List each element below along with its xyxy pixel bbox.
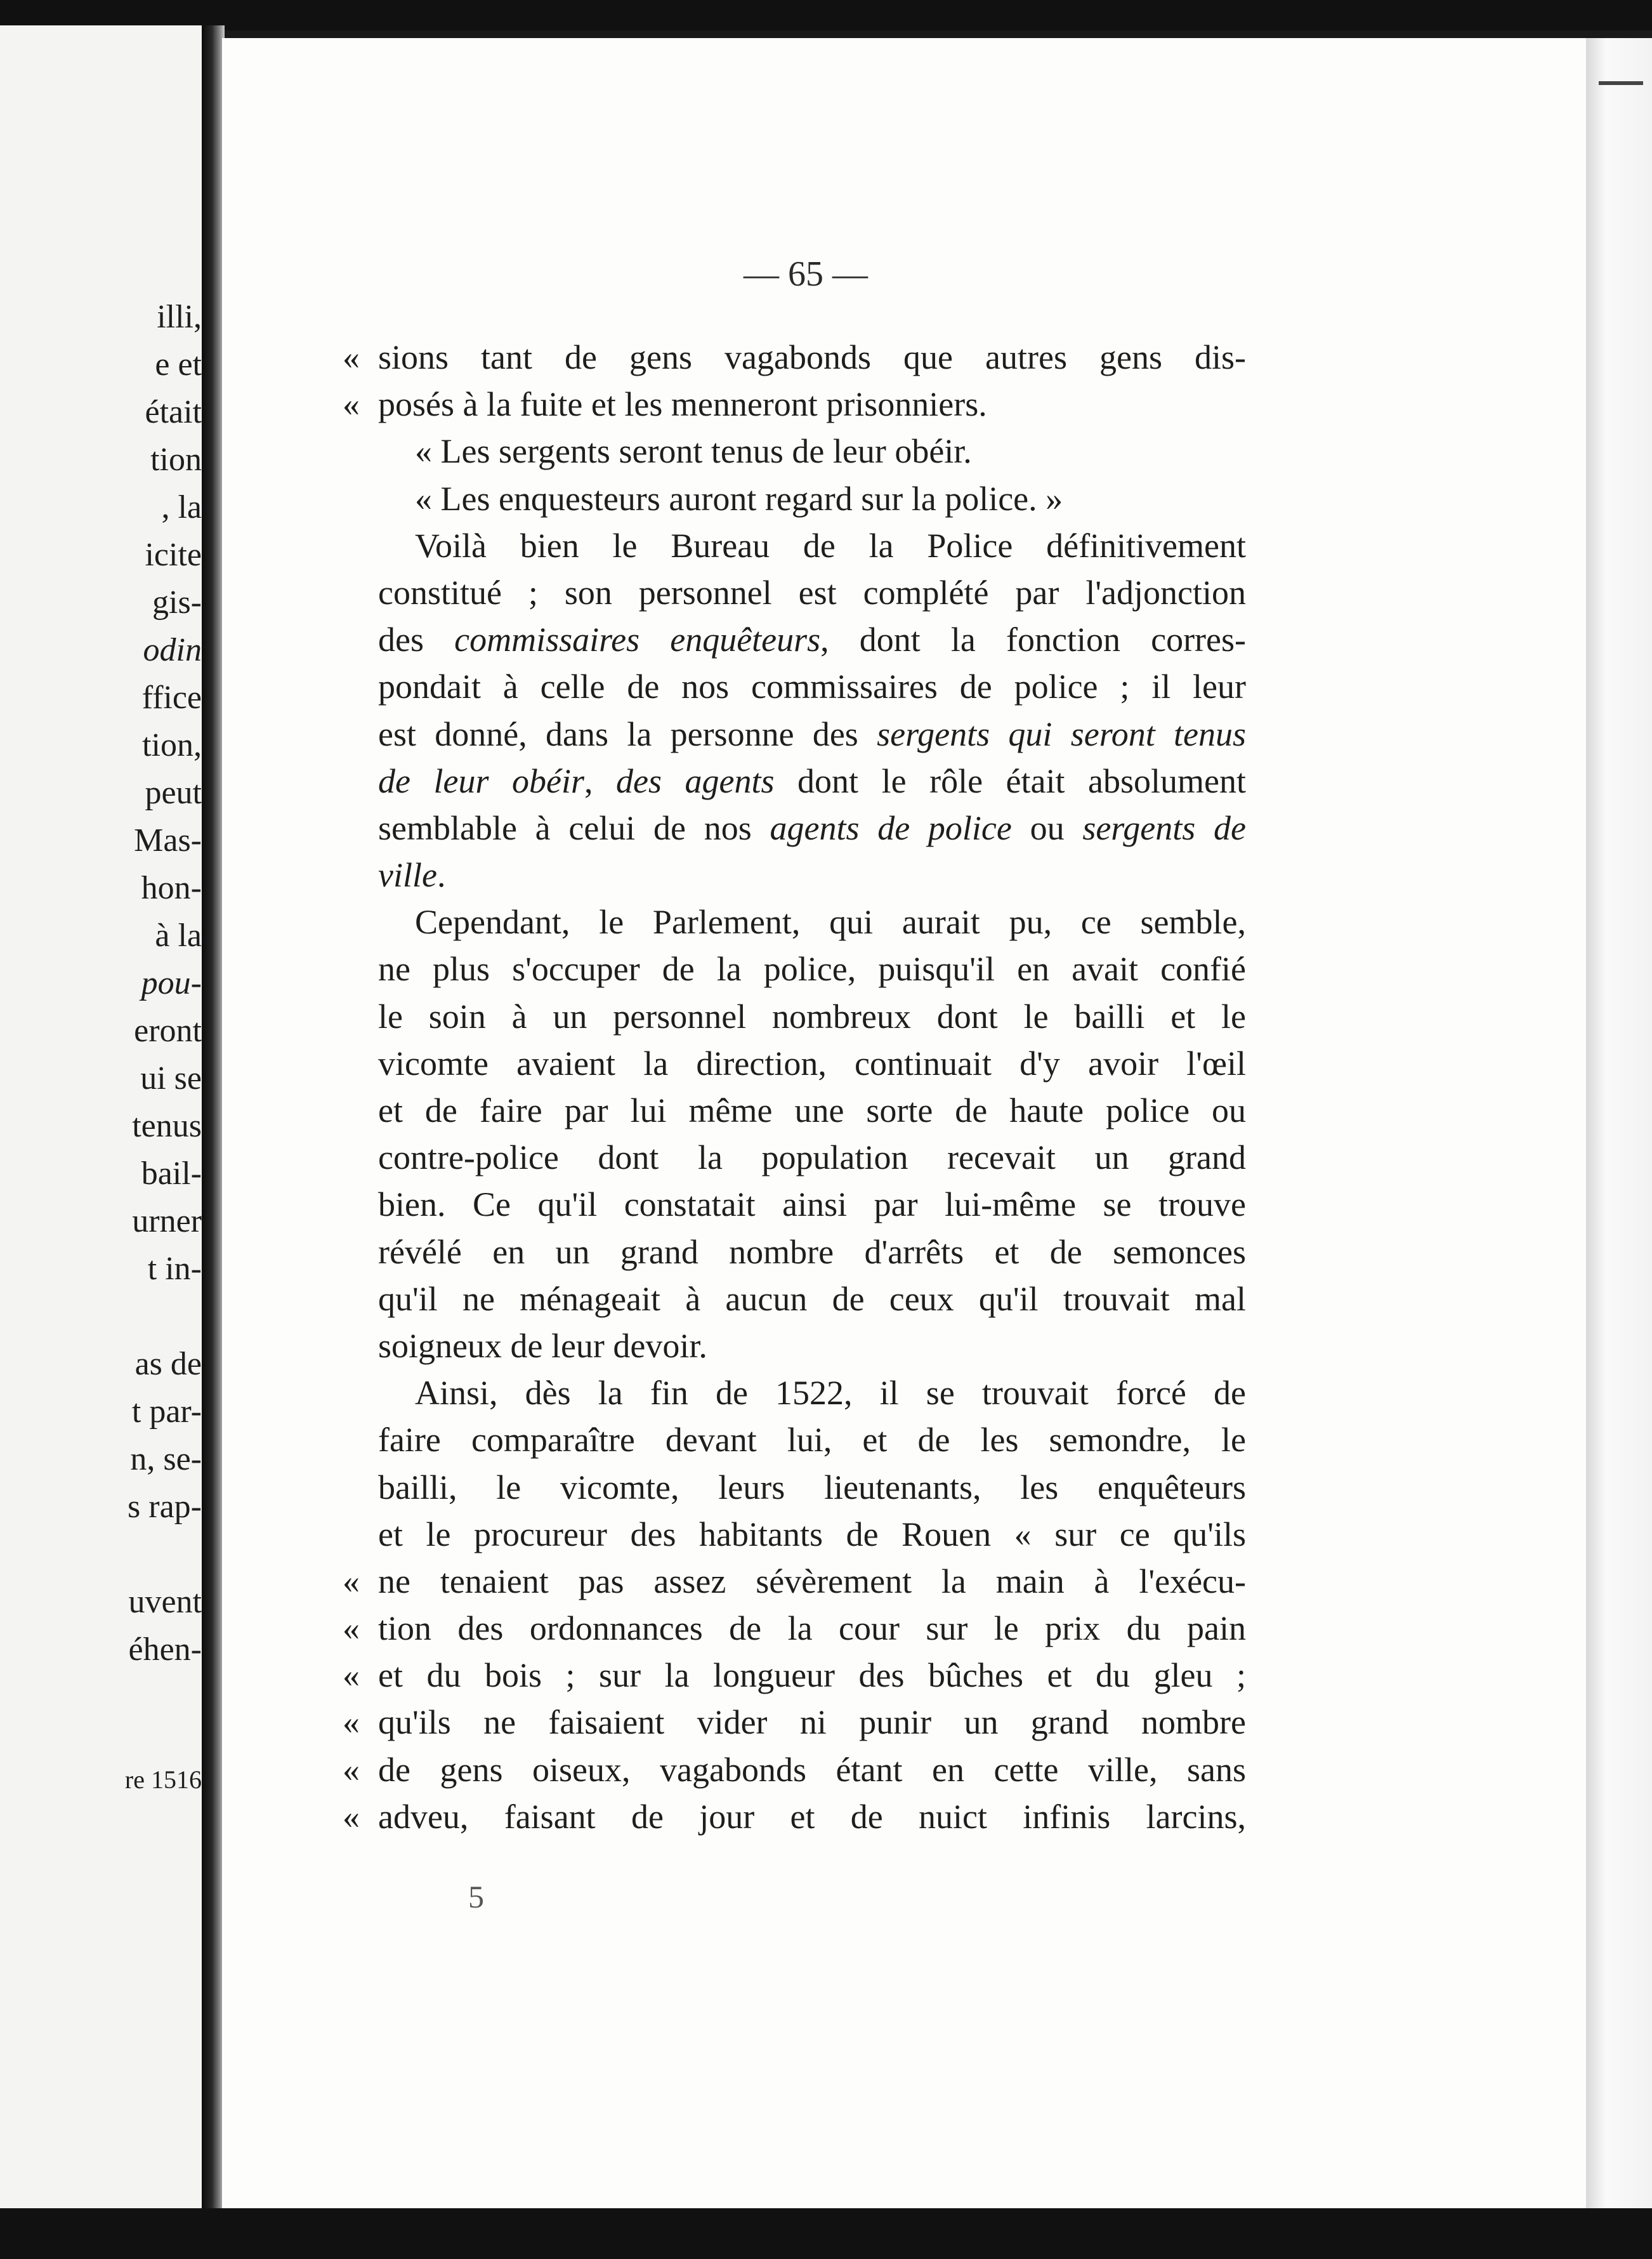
- body-text: [343, 334, 1246, 1840]
- text-line: [378, 852, 1246, 899]
- text-line: [378, 899, 1246, 945]
- text-line-content: ne tenaient pas assez sévèrement la main à l'exécu-: [378, 1562, 1246, 1600]
- text-line: [378, 1087, 1246, 1134]
- text-line-content: ville.: [378, 856, 446, 895]
- text-line-content: soigneux de leur devoir.: [378, 1326, 707, 1365]
- left-page-line: tion: [150, 442, 202, 478]
- left-page-line: re 1516: [124, 1765, 202, 1794]
- left-page-line: e et: [155, 346, 202, 383]
- text-line: [378, 805, 1246, 852]
- text-line: [378, 711, 1246, 758]
- guillemet: «: [343, 1656, 360, 1695]
- text-line: [378, 993, 1246, 1040]
- text-line: [343, 1605, 1246, 1652]
- text-line: [378, 1464, 1246, 1511]
- text-line: [378, 1511, 1246, 1558]
- text-line: [343, 1746, 1246, 1793]
- text-line: [343, 1652, 1246, 1699]
- book-gutter: [202, 25, 225, 2208]
- text-line-content: le soin à un personnel nombreux dont le bailli et le: [378, 997, 1246, 1036]
- text-line: [378, 522, 1246, 569]
- page-edge: [1586, 38, 1652, 2208]
- text-line: [378, 1416, 1246, 1463]
- scan-border-bottom: [0, 2208, 1652, 2259]
- text-line-content: bailli, le vicomte, leurs lieutenants, les enquêteurs: [378, 1468, 1246, 1506]
- text-line: [378, 945, 1246, 992]
- text-line: [378, 475, 1246, 522]
- text-line-content: « Les sergents seront tenus de leur obéir.: [415, 432, 972, 471]
- text-line-content: pondait à celle de nos commissaires de police ; il leur: [378, 668, 1246, 706]
- text-line-content: adveu, faisant de jour et de nuict infinis larcins,: [378, 1797, 1246, 1836]
- left-page-line: odin: [143, 632, 202, 668]
- left-page-line: as de: [134, 1346, 202, 1382]
- signature-mark: 5: [468, 1879, 484, 1914]
- text-line-content: contre-police dont la population recevait un grand: [378, 1138, 1246, 1177]
- left-page-line: tenus: [132, 1108, 202, 1144]
- left-page-line: , la: [161, 489, 202, 525]
- text-line-content: ne plus s'occuper de la police, puisqu'il en avait confié: [378, 950, 1246, 989]
- guillemet: «: [343, 1609, 360, 1648]
- text-line-content: Voilà bien le Bureau de la Police définitivement: [415, 526, 1246, 565]
- text-line-content: des commissaires enquêteurs, dont la fonction corres-: [378, 621, 1246, 659]
- text-line-content: de leur obéir, des agents dont le rôle était absolument: [378, 761, 1246, 800]
- text-line-content: révélé en un grand nombre d'arrêts et de semonces: [378, 1232, 1246, 1271]
- left-page-line: à la: [155, 918, 202, 954]
- guillemet: «: [343, 1797, 360, 1836]
- left-page-line: t par-: [131, 1393, 202, 1430]
- text-line: [343, 1699, 1246, 1746]
- text-line-content: Ainsi, dès la fin de 1522, il se trouvait forcé de: [415, 1374, 1246, 1413]
- left-page-line: ui se: [140, 1060, 202, 1097]
- guillemet: «: [343, 338, 360, 376]
- text-line-content: qu'ils ne faisaient vider ni punir un grand nombre: [378, 1703, 1246, 1742]
- left-page-line: eront: [134, 1013, 202, 1049]
- text-line-content: constitué ; son personnel est complété par l'adjonction: [378, 573, 1246, 612]
- text-line: [378, 1134, 1246, 1181]
- guillemet: «: [343, 1703, 360, 1742]
- text-line-content: qu'il ne ménageait à aucun de ceux qu'il trouvait mal: [378, 1279, 1246, 1318]
- text-line-content: et du bois ; sur la longueur des bûches et du gleu ;: [378, 1656, 1246, 1695]
- previous-page-fragment: [0, 25, 202, 2208]
- text-line: [378, 569, 1246, 616]
- text-line-content: tion des ordonnances de la cour sur le prix du pain: [378, 1609, 1246, 1648]
- text-line: [378, 1322, 1246, 1369]
- text-line: [378, 1181, 1246, 1228]
- left-page-line: n, se-: [130, 1441, 202, 1477]
- text-line-content: semblable à celui de nos agents de police ou sergents de: [378, 808, 1246, 847]
- text-line: [378, 616, 1246, 663]
- text-line-content: de gens oiseux, vagabonds étant en cette ville, sans: [378, 1750, 1246, 1789]
- left-page-line: éhen-: [128, 1631, 202, 1668]
- corner-mark: [1599, 81, 1643, 85]
- text-line-content: « Les enquesteurs auront regard sur la police. »: [415, 479, 1063, 518]
- guillemet: «: [343, 385, 360, 424]
- text-line: [378, 1275, 1246, 1322]
- left-page-line: ffice: [141, 680, 202, 716]
- text-line: [378, 1369, 1246, 1416]
- left-page-line: t in-: [147, 1251, 202, 1287]
- text-line: [343, 381, 1246, 428]
- text-line: [378, 428, 1246, 475]
- left-page-line: pou-: [141, 965, 202, 1001]
- text-line: [378, 1040, 1246, 1087]
- text-line: [378, 758, 1246, 805]
- text-line-content: et de faire par lui même une sorte de haute police ou: [378, 1091, 1246, 1130]
- text-line-content: Cependant, le Parlement, qui aurait pu, ce semble,: [415, 903, 1246, 942]
- page-number: — 65 —: [744, 254, 868, 294]
- left-page-line: s rap-: [128, 1489, 202, 1525]
- left-page-line: gis-: [152, 584, 202, 621]
- text-line: [343, 334, 1246, 381]
- left-page-line: peut: [145, 775, 202, 811]
- text-line: [343, 1558, 1246, 1605]
- text-line: [378, 663, 1246, 710]
- text-line-content: et le procureur des habitants de Rouen « sur ce qu'ils: [378, 1515, 1246, 1553]
- guillemet: «: [343, 1562, 360, 1600]
- left-page-line: était: [145, 394, 202, 430]
- text-line-content: faire comparaître devant lui, et de les semondre, le: [378, 1421, 1246, 1459]
- text-line: [343, 1793, 1246, 1840]
- left-page-line: uvent: [128, 1584, 202, 1620]
- text-line-content: bien. Ce qu'il constatait ainsi par lui-même se trouve: [378, 1185, 1246, 1224]
- text-line: [378, 1228, 1246, 1275]
- scan-border-top: [0, 0, 1652, 30]
- left-page-line: illi,: [157, 299, 202, 335]
- left-page-line: hon-: [141, 870, 202, 906]
- left-page-line: Mas-: [134, 822, 202, 859]
- text-line-content: vicomte avaient la direction, continuait d'y avoir l'œil: [378, 1044, 1246, 1083]
- left-page-line: bail-: [141, 1156, 202, 1192]
- text-line-content: sions tant de gens vagabonds que autres gens dis-: [378, 338, 1246, 376]
- guillemet: «: [343, 1750, 360, 1789]
- left-page-line: icite: [145, 537, 202, 573]
- text-line-content: posés à la fuite et les menneront prisonniers.: [378, 385, 987, 424]
- text-line-content: est donné, dans la personne des sergents qui seront tenus: [378, 715, 1246, 753]
- left-page-line: tion,: [142, 727, 202, 763]
- left-page-line: urner: [132, 1203, 202, 1239]
